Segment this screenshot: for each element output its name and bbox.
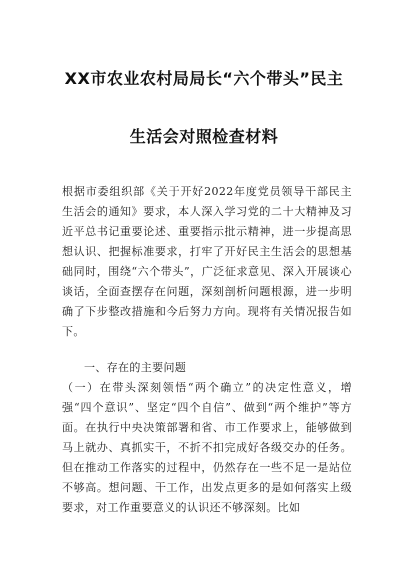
section-paragraph: （一）在带头深刻领悟“两个确立”的决定性意义，增强“四个意识”、坚定“四个自信”、做到“两个维护”等方面。在执行中央决策部署和省、市工作要求上，能够做到马上就办、真抓实干，不折不扣完成好各级交办的任务。但在推动工作落实的过程中，仍然存在一些不足一是站位不够高。想问题、干工作，出发点更多的是如何落实上级要求，对工作重要意义的认识还不够深刻。比如: [62, 381, 352, 514]
section-heading: 一、存在的主要问题: [84, 361, 187, 374]
document-title-line-1: XX市农业农村局局长“六个带头”民主: [64, 69, 344, 88]
intro-paragraph: 根据市委组织部《关于开好2022年度党员领导干部民主生活会的通知》要求，本人深入学习党的二十大精神及习近平总书记重要论述、重要指示批示精神，进一步提高思想认识、把握标准要求，打牢了开好民主生活会的思想基础同时，围绕“六个带头”，广泛征求意见、深入开展谈心谈话，全面查摆存在问题，深刻剖析问题根源，进一步明确了下步整改措施和今后努力方向。现将有关情况报告如下。: [62, 185, 352, 338]
document-title-line-2: 生活会对照检查材料: [129, 127, 279, 146]
